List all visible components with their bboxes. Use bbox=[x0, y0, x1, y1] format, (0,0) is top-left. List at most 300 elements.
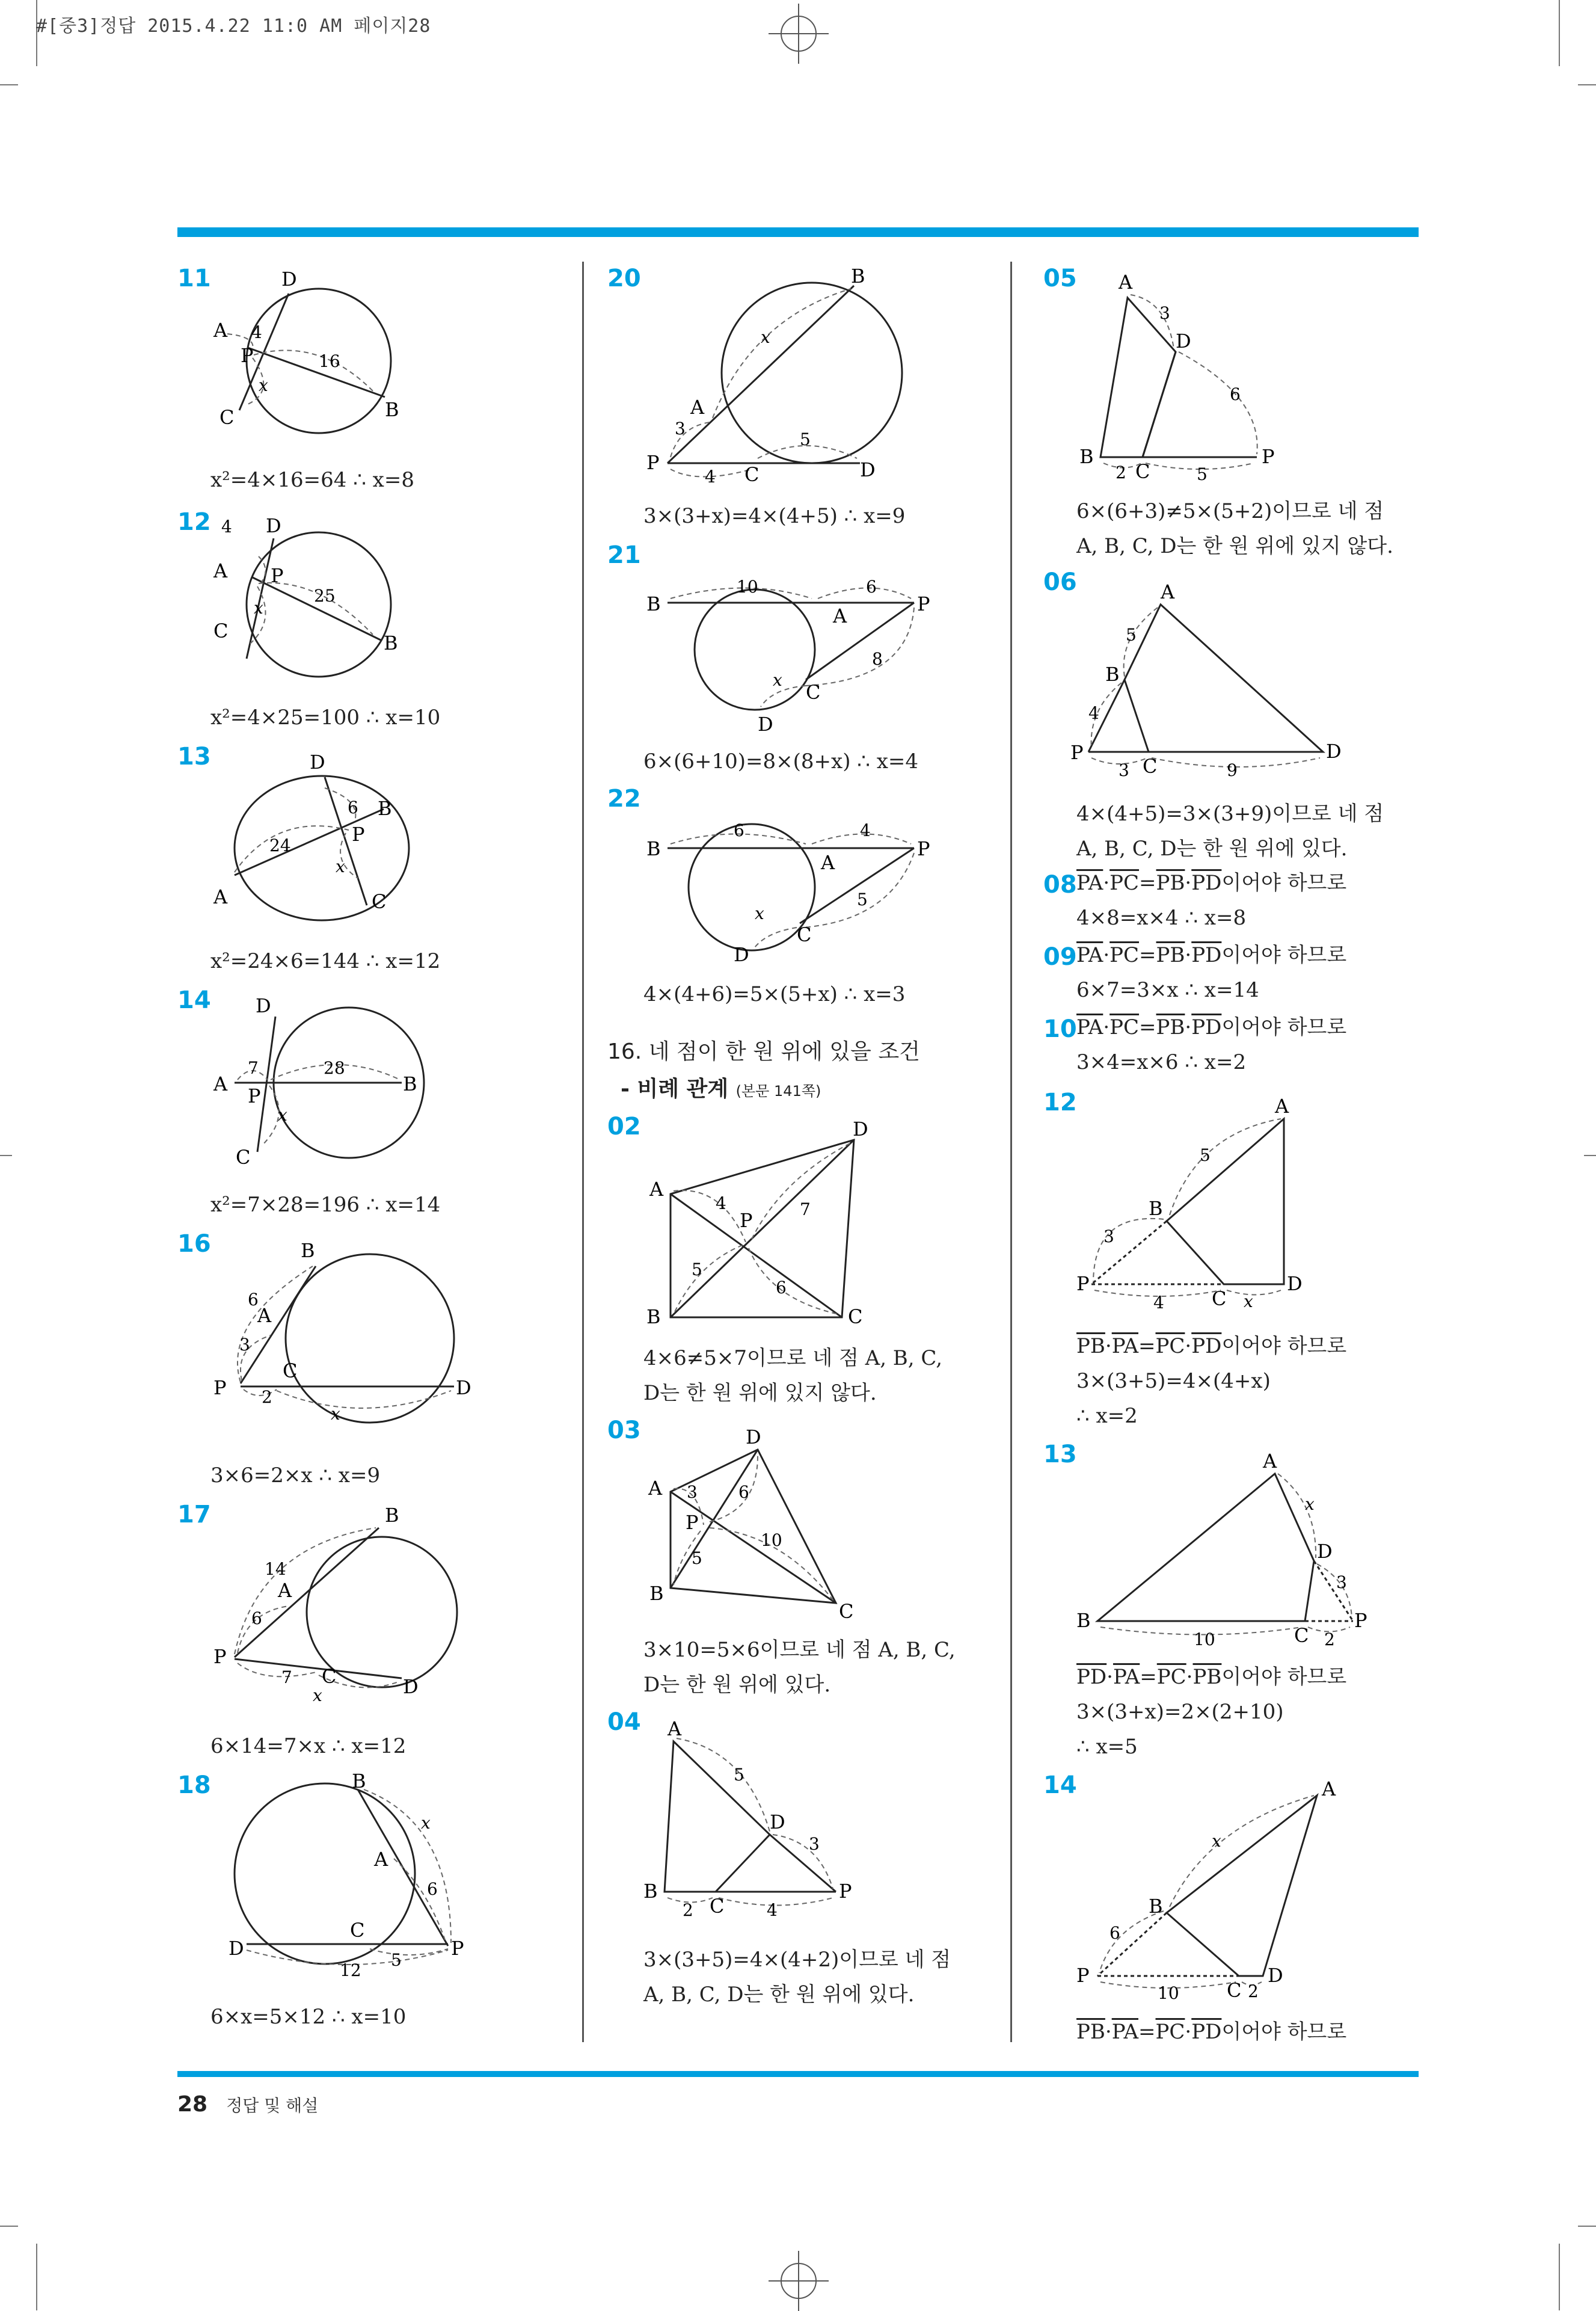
problem-number: 03 bbox=[607, 1417, 641, 1444]
fig-label: 3 bbox=[1159, 303, 1170, 323]
answer-line: 3×(3+5)=4×(4+2)이므로 네 점 bbox=[643, 1948, 951, 1972]
fig-label: B bbox=[646, 1305, 661, 1328]
figure-12 bbox=[210, 511, 403, 682]
equals: = bbox=[1139, 943, 1156, 967]
fig-label: x bbox=[254, 598, 263, 618]
fig-label: x bbox=[761, 327, 770, 347]
segment: $\overline{PD}$ bbox=[1191, 943, 1222, 967]
fig-label: 9 bbox=[1227, 760, 1238, 780]
crop-mark bbox=[0, 84, 18, 85]
figure-13 bbox=[210, 746, 403, 923]
equation: 6×14=7×x ∴ x=12 bbox=[210, 1734, 407, 1758]
fig-label: D bbox=[281, 268, 297, 291]
dot: · bbox=[1105, 2020, 1112, 2044]
fig-label: D bbox=[403, 1675, 419, 1698]
answer-line: 3×10=5×6이므로 네 점 A, B, C, bbox=[643, 1638, 956, 1662]
fig-label: 6 bbox=[738, 1482, 749, 1502]
problem-number: 13 bbox=[1043, 1441, 1077, 1468]
fig-label: C bbox=[1143, 755, 1158, 778]
fig-label: D bbox=[310, 751, 325, 774]
fig-label: D bbox=[1268, 1964, 1283, 1987]
section-reference: (본문 141쪽) bbox=[735, 1083, 821, 1100]
answer-line: D는 한 원 위에 있다. bbox=[643, 1673, 831, 1697]
fig-label: B bbox=[301, 1239, 315, 1262]
fig-label: B bbox=[1149, 1197, 1163, 1220]
fig-label: A bbox=[821, 851, 835, 874]
fig-label: 2 bbox=[1248, 1981, 1259, 2001]
fig-label: B bbox=[385, 1504, 399, 1527]
fig-label: 12 bbox=[340, 1960, 361, 1980]
problem-number: 09 bbox=[1043, 943, 1077, 971]
fig-label: C bbox=[236, 1146, 251, 1169]
segment: $\overline{PA}$ bbox=[1111, 2020, 1138, 2044]
segment: $\overline{PB}$ bbox=[1156, 871, 1185, 895]
fig-label: A bbox=[690, 396, 705, 419]
fig-label: B bbox=[1149, 1895, 1163, 1918]
statement-tail: 이어야 하므로 bbox=[1221, 871, 1347, 895]
fig-label: 4 bbox=[1088, 703, 1099, 723]
equation: 4×(4+6)=5×(5+x) ∴ x=3 bbox=[643, 982, 906, 1006]
fig-label: A bbox=[213, 319, 228, 342]
fig-label: B bbox=[385, 398, 399, 421]
dot: · bbox=[1103, 871, 1110, 895]
bottom-rule bbox=[177, 2071, 1419, 2077]
fig-label: A bbox=[278, 1579, 292, 1602]
fig-label: C bbox=[1294, 1624, 1309, 1647]
fig-label: P bbox=[1076, 1964, 1090, 1987]
fig-label: 3 bbox=[1119, 760, 1129, 780]
fig-label: C bbox=[744, 463, 760, 486]
fig-label: D bbox=[266, 514, 281, 537]
fig-label: 8 bbox=[872, 649, 883, 669]
segment: $\overline{PA}$ bbox=[1076, 1015, 1103, 1039]
fig-label: A bbox=[1322, 1777, 1336, 1800]
fig-label: 10 bbox=[1158, 1983, 1179, 2003]
equation: 6×(6+10)=8×(8+x) ∴ x=4 bbox=[643, 749, 919, 774]
problem-number: 02 bbox=[607, 1113, 641, 1140]
segment: $\overline{PB}$ bbox=[1156, 1015, 1185, 1039]
equals: = bbox=[1140, 1665, 1157, 1689]
equation: 3×6=2×x ∴ x=9 bbox=[210, 1463, 381, 1488]
segment: $\overline{PC}$ bbox=[1110, 871, 1140, 895]
problem-number: 05 bbox=[1043, 265, 1077, 292]
fig-label: C bbox=[1135, 460, 1150, 483]
fig-label: B bbox=[352, 1770, 366, 1792]
problem-number: 04 bbox=[607, 1708, 641, 1736]
fig-label: 3 bbox=[239, 1335, 250, 1355]
fig-label: x bbox=[331, 1404, 340, 1424]
crop-mark bbox=[1584, 1155, 1596, 1156]
fig-label: B bbox=[649, 1582, 664, 1605]
crop-mark bbox=[0, 1155, 12, 1156]
fig-label: B bbox=[403, 1072, 417, 1095]
fig-label: P bbox=[839, 1880, 852, 1903]
fig-label: 3 bbox=[1103, 1226, 1114, 1246]
fig-label: 5 bbox=[800, 429, 811, 449]
crop-mark bbox=[0, 2226, 18, 2227]
fig-label: 7 bbox=[281, 1667, 292, 1687]
fig-label: P bbox=[917, 837, 930, 860]
problem-number: 10 bbox=[1043, 1015, 1077, 1043]
fig-label: A bbox=[833, 605, 847, 627]
fig-label: B bbox=[384, 632, 398, 654]
segment: $\overline{PD}$ bbox=[1191, 1015, 1222, 1039]
segment: $\overline{PB}$ bbox=[1192, 1665, 1222, 1689]
fig-label: C bbox=[1212, 1287, 1227, 1310]
fig-label: x bbox=[1244, 1291, 1253, 1311]
fig-label: C bbox=[797, 923, 812, 946]
problem-number: 08 bbox=[1043, 871, 1077, 899]
segment: $\overline{PC}$ bbox=[1155, 1334, 1185, 1358]
answer-line: A, B, C, D는 한 원 위에 있지 않다. bbox=[1076, 534, 1393, 558]
proportion-statement bbox=[1076, 1660, 1346, 1694]
fig-label: 5 bbox=[692, 1548, 702, 1568]
fig-label: 5 bbox=[1200, 1145, 1211, 1165]
column-divider bbox=[582, 262, 584, 2042]
dot: · bbox=[1185, 2020, 1192, 2044]
proportion-statement bbox=[1076, 1329, 1346, 1363]
problem-number: 12 bbox=[1043, 1089, 1077, 1116]
fig-label: B bbox=[1076, 1609, 1091, 1632]
fig-label: B bbox=[646, 837, 661, 860]
equation: 3×(3+x)=4×(4+5) ∴ x=9 bbox=[643, 504, 906, 528]
problem-number: 22 bbox=[607, 785, 641, 813]
dot: · bbox=[1185, 1015, 1192, 1039]
section-subtitle-text: - 비례 관계 bbox=[621, 1077, 729, 1101]
fig-label: 5 bbox=[391, 1950, 402, 1970]
top-rule bbox=[177, 227, 1419, 237]
fig-label: P bbox=[646, 451, 660, 474]
statement-tail: 이어야 하므로 bbox=[1221, 1015, 1347, 1039]
dot: · bbox=[1185, 871, 1192, 895]
fig-label: B bbox=[851, 265, 865, 288]
fig-label: P bbox=[451, 1937, 464, 1960]
fig-label: B bbox=[646, 592, 661, 615]
figure-17 bbox=[210, 1504, 475, 1705]
fig-label: D bbox=[1287, 1272, 1303, 1295]
fig-label: C bbox=[848, 1305, 863, 1328]
segment: $\overline{PA}$ bbox=[1076, 943, 1103, 967]
fig-label: x bbox=[1212, 1831, 1221, 1851]
problem-number: 18 bbox=[177, 1771, 211, 1799]
fig-label: 6 bbox=[1230, 384, 1241, 404]
fig-label: 4 bbox=[221, 517, 232, 537]
fig-label: D bbox=[229, 1937, 244, 1960]
problem-number: 12 bbox=[177, 508, 211, 536]
problem-number: 20 bbox=[607, 265, 641, 292]
fig-label: C bbox=[839, 1600, 854, 1623]
fig-label: B bbox=[1079, 445, 1094, 468]
fig-label: A bbox=[649, 1178, 664, 1201]
fig-label: 6 bbox=[776, 1278, 787, 1297]
answer-line: A, B, C, D는 한 원 위에 있다. bbox=[1076, 837, 1348, 861]
fig-label: 2 bbox=[683, 1900, 693, 1920]
figure-c13 bbox=[1076, 1444, 1377, 1663]
problem-number: 06 bbox=[1043, 568, 1077, 596]
problem-number: 17 bbox=[177, 1501, 211, 1528]
segment: $\overline{PA}$ bbox=[1111, 1334, 1138, 1358]
equals: = bbox=[1138, 2020, 1156, 2044]
fig-label: 4 bbox=[1153, 1293, 1164, 1312]
fig-label: 3 bbox=[675, 419, 686, 439]
segment: $\overline{PC}$ bbox=[1110, 943, 1140, 967]
dot: · bbox=[1186, 1665, 1193, 1689]
fig-label: C bbox=[372, 890, 387, 913]
page-footer bbox=[177, 2092, 318, 2117]
fig-label: 25 bbox=[314, 586, 336, 606]
figure-06 bbox=[1070, 571, 1359, 784]
fig-label: 2 bbox=[1324, 1629, 1335, 1649]
equation: x²=7×28=196 ∴ x=14 bbox=[210, 1193, 441, 1217]
fig-label: x bbox=[773, 670, 782, 690]
registration-mark bbox=[781, 2263, 817, 2299]
fig-label: P bbox=[248, 1085, 261, 1107]
fig-label: x bbox=[755, 903, 764, 923]
fig-label: 6 bbox=[248, 1290, 259, 1309]
fig-label: P bbox=[271, 564, 284, 587]
equals: = bbox=[1138, 1334, 1156, 1358]
fig-label: D bbox=[770, 1811, 785, 1833]
proportion-statement bbox=[1076, 866, 1346, 900]
fig-label: 6 bbox=[251, 1608, 262, 1628]
fig-label: P bbox=[1262, 445, 1275, 468]
fig-label: 7 bbox=[800, 1199, 811, 1219]
figure-04 bbox=[637, 1714, 902, 1921]
answer-line: 4×(4+5)=3×(3+9)이므로 네 점 bbox=[1076, 802, 1384, 826]
fig-label: 5 bbox=[1126, 625, 1137, 645]
fig-label: 4 bbox=[705, 467, 716, 487]
fig-label: 28 bbox=[324, 1058, 345, 1078]
fig-label: D bbox=[853, 1118, 868, 1140]
answer-line: 6×(6+3)≠5×(5+2)이므로 네 점 bbox=[1076, 499, 1384, 523]
fig-label: P bbox=[740, 1209, 753, 1232]
segment: $\overline{PA}$ bbox=[1113, 1665, 1140, 1689]
fig-label: 5 bbox=[857, 890, 868, 909]
fig-label: 3 bbox=[687, 1482, 698, 1502]
answer-line: 4×6≠5×7이므로 네 점 A, B, C, bbox=[643, 1346, 943, 1370]
fig-label: 10 bbox=[761, 1530, 782, 1550]
answer-line: D는 한 원 위에 있지 않다. bbox=[643, 1381, 877, 1405]
figure-18 bbox=[210, 1770, 475, 1980]
fig-label: C bbox=[806, 681, 821, 704]
fig-label: C bbox=[350, 1919, 365, 1942]
fig-label: 6 bbox=[734, 820, 744, 840]
fig-label: P bbox=[352, 823, 365, 846]
dot: · bbox=[1185, 943, 1192, 967]
figure-21 bbox=[637, 559, 950, 742]
section-title: 16. 네 점이 한 원 위에 있을 조건 bbox=[607, 1039, 920, 1064]
proportion-statement bbox=[1076, 938, 1346, 972]
fig-label: x bbox=[421, 1813, 431, 1833]
segment: $\overline{PC}$ bbox=[1110, 1015, 1140, 1039]
problem-number: 11 bbox=[177, 265, 211, 292]
segment: $\overline{PB}$ bbox=[1076, 1334, 1105, 1358]
segment: $\overline{PB}$ bbox=[1156, 943, 1185, 967]
calculation: 6×7=3×x ∴ x=14 bbox=[1076, 978, 1259, 1002]
fig-label: A bbox=[1161, 580, 1175, 603]
fig-label: 4 bbox=[860, 820, 871, 840]
figure-c14 bbox=[1076, 1777, 1353, 2002]
crop-mark bbox=[1559, 2244, 1560, 2310]
fig-label: A bbox=[213, 559, 228, 582]
dot: · bbox=[1105, 1334, 1112, 1358]
calculation: 3×4=x×6 ∴ x=2 bbox=[1076, 1050, 1247, 1074]
fig-label: A bbox=[213, 1072, 228, 1095]
fig-label: x bbox=[278, 1105, 287, 1125]
section-subtitle bbox=[621, 1072, 821, 1103]
crop-mark bbox=[1578, 2226, 1596, 2227]
problem-number: 14 bbox=[1043, 1771, 1077, 1799]
equation: x²=4×16=64 ∴ x=8 bbox=[210, 468, 414, 492]
fig-label: 6 bbox=[1110, 1923, 1120, 1943]
segment: $\overline{PD}$ bbox=[1191, 871, 1222, 895]
segment: $\overline{PC}$ bbox=[1155, 2020, 1185, 2044]
fig-label: 5 bbox=[734, 1765, 744, 1785]
fig-label: P bbox=[213, 1376, 227, 1399]
equation: x²=4×25=100 ∴ x=10 bbox=[210, 706, 441, 730]
fig-label: 4 bbox=[251, 322, 262, 342]
fig-label: 7 bbox=[248, 1058, 259, 1078]
registration-mark bbox=[781, 16, 817, 52]
answer-line: A, B, C, D는 한 원 위에 있다. bbox=[643, 1983, 915, 2007]
equation: x²=24×6=144 ∴ x=12 bbox=[210, 949, 441, 973]
fig-label: 3 bbox=[809, 1834, 820, 1854]
footer-label: 정답 및 해설 bbox=[226, 2096, 319, 2116]
calculation: 4×8=x×4 ∴ x=8 bbox=[1076, 906, 1247, 930]
figure-16 bbox=[210, 1233, 475, 1428]
figure-c12 bbox=[1076, 1092, 1335, 1317]
dot: · bbox=[1106, 1665, 1113, 1689]
print-header: #[중3]정답 2015.4.22 11:0 AM 페이지28 bbox=[36, 16, 431, 37]
segment: $\overline{PD}$ bbox=[1191, 2020, 1222, 2044]
fig-label: P bbox=[686, 1511, 699, 1534]
fig-label: 6 bbox=[348, 798, 358, 817]
statement-tail: 이어야 하므로 bbox=[1221, 943, 1347, 967]
fig-label: D bbox=[860, 458, 876, 481]
fig-label: C bbox=[322, 1665, 337, 1688]
figure-14 bbox=[210, 989, 415, 1172]
crop-mark bbox=[1559, 0, 1560, 66]
calculation: ∴ x=2 bbox=[1076, 1404, 1138, 1428]
fig-label: P bbox=[1070, 741, 1084, 764]
fig-label: D bbox=[758, 713, 773, 736]
calculation: 3×(3+x)=2×(2+10) bbox=[1076, 1700, 1284, 1724]
fig-label: A bbox=[1263, 1450, 1277, 1472]
figure-22 bbox=[637, 800, 950, 983]
fig-label: B bbox=[1105, 663, 1120, 686]
fig-label: 24 bbox=[269, 835, 291, 855]
fig-label: 2 bbox=[262, 1387, 272, 1407]
fig-label: 6 bbox=[427, 1879, 438, 1899]
problem-number: 13 bbox=[177, 743, 211, 771]
fig-label: 3 bbox=[1336, 1572, 1347, 1592]
statement-tail: 이어야 하므로 bbox=[1221, 1334, 1347, 1358]
figure-11 bbox=[210, 268, 403, 442]
segment: $\overline{PC}$ bbox=[1156, 1665, 1186, 1689]
calculation: ∴ x=5 bbox=[1076, 1735, 1138, 1759]
fig-label: C bbox=[1227, 1979, 1242, 2002]
fig-label: P bbox=[241, 344, 254, 367]
fig-label: P bbox=[1354, 1609, 1367, 1632]
page-number: 28 bbox=[177, 2092, 208, 2117]
segment: $\overline{PD}$ bbox=[1076, 1665, 1107, 1689]
fig-label: 4 bbox=[716, 1193, 726, 1213]
fig-label: 2 bbox=[1116, 463, 1126, 482]
figure-05 bbox=[1070, 265, 1311, 484]
segment: $\overline{PB}$ bbox=[1076, 2020, 1105, 2044]
figure-03 bbox=[637, 1420, 914, 1623]
dot: · bbox=[1185, 1334, 1192, 1358]
fig-label: B bbox=[643, 1880, 658, 1903]
dot: · bbox=[1103, 943, 1110, 967]
proportion-statement bbox=[1076, 2015, 1346, 2049]
fig-label: C bbox=[213, 620, 229, 642]
fig-label: A bbox=[257, 1304, 272, 1327]
calculation: 3×(3+5)=4×(4+x) bbox=[1076, 1369, 1271, 1393]
problem-number: 21 bbox=[607, 541, 641, 569]
fig-label: 16 bbox=[319, 351, 340, 371]
fig-label: A bbox=[1275, 1095, 1289, 1118]
fig-label: P bbox=[917, 592, 930, 615]
crop-mark bbox=[1578, 84, 1596, 85]
fig-label: x bbox=[1305, 1494, 1315, 1514]
fig-label: 14 bbox=[265, 1559, 286, 1579]
figure-02 bbox=[637, 1119, 902, 1338]
fig-label: C bbox=[283, 1359, 298, 1382]
fig-label: D bbox=[746, 1426, 761, 1448]
fig-label: D bbox=[456, 1376, 471, 1399]
column-divider bbox=[1010, 262, 1012, 2042]
statement-tail: 이어야 하므로 bbox=[1221, 2020, 1347, 2044]
fig-label: A bbox=[374, 1848, 388, 1871]
fig-label: 4 bbox=[767, 1900, 778, 1920]
figure-20 bbox=[637, 265, 914, 487]
fig-label: 6 bbox=[866, 577, 877, 597]
fig-label: A bbox=[648, 1477, 663, 1500]
fig-label: D bbox=[1176, 330, 1191, 352]
fig-label: C bbox=[219, 406, 235, 429]
fig-label: x bbox=[336, 857, 345, 876]
fig-label: P bbox=[1076, 1272, 1090, 1295]
proportion-statement bbox=[1076, 1011, 1346, 1044]
fig-label: x bbox=[313, 1685, 322, 1705]
fig-label: D bbox=[1317, 1540, 1333, 1563]
fig-label: A bbox=[668, 1717, 682, 1740]
fig-label: 10 bbox=[1194, 1629, 1215, 1649]
segment: $\overline{PD}$ bbox=[1191, 1334, 1222, 1358]
fig-label: 5 bbox=[1197, 464, 1208, 484]
fig-label: D bbox=[1326, 740, 1342, 763]
crop-mark bbox=[36, 2244, 37, 2310]
fig-label: A bbox=[213, 885, 228, 908]
fig-label: C bbox=[710, 1895, 725, 1918]
equation: 6×x=5×12 ∴ x=10 bbox=[210, 2005, 407, 2029]
equals: = bbox=[1139, 1015, 1156, 1039]
fig-label: 10 bbox=[737, 577, 758, 597]
equals: = bbox=[1139, 871, 1156, 895]
fig-label: A bbox=[1119, 271, 1133, 294]
fig-label: D bbox=[256, 994, 271, 1017]
dot: · bbox=[1103, 1015, 1110, 1039]
problem-number: 14 bbox=[177, 986, 211, 1014]
fig-label: D bbox=[734, 943, 749, 966]
fig-label: P bbox=[213, 1645, 227, 1668]
statement-tail: 이어야 하므로 bbox=[1221, 1665, 1347, 1689]
problem-number: 16 bbox=[177, 1230, 211, 1258]
fig-label: x bbox=[259, 375, 268, 395]
segment: $\overline{PA}$ bbox=[1076, 871, 1103, 895]
fig-label: 5 bbox=[692, 1260, 702, 1279]
